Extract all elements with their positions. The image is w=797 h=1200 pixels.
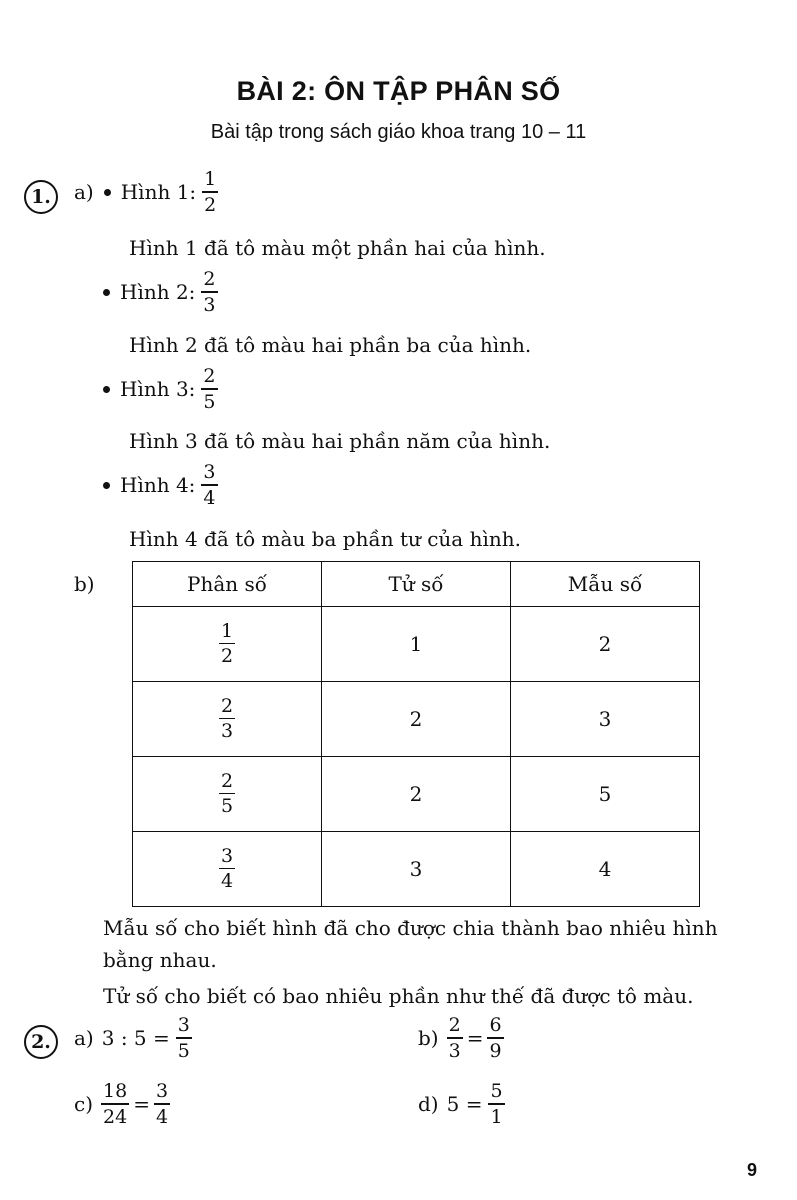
exercise-2-a: [74, 1016, 192, 1061]
fraction: $\frac{6}{9}$: [489, 1014, 502, 1062]
item-description: Hình 4 đã tô màu ba phần tư của hình.: [129, 527, 521, 551]
part-label: c): [74, 1092, 94, 1117]
item-label: Hình 3:: [120, 377, 196, 402]
exercise-2-b: [418, 1016, 504, 1061]
denominator-cell: 3: [511, 682, 700, 757]
exercise-1-number: 1.: [24, 180, 58, 214]
item-label: Hình 2:: [120, 280, 196, 305]
table-header-row: [133, 562, 700, 607]
equals-sign: =: [133, 1092, 150, 1117]
part-b-label: b): [74, 572, 95, 596]
part-label: a): [74, 1026, 94, 1051]
exercise-2-d: [418, 1082, 505, 1127]
fraction: $\frac{2}{3}$: [448, 1014, 461, 1062]
item-description: Hình 1 đã tô màu một phần hai của hình.: [129, 236, 546, 260]
fraction: $\frac{2}{3}$: [203, 268, 216, 316]
column-header: Tử số: [322, 562, 511, 607]
note-line: bằng nhau.: [103, 948, 217, 972]
table-row: [133, 607, 700, 682]
item-description: Hình 3 đã tô màu hai phần năm của hình.: [129, 429, 551, 453]
note-line: Tử số cho biết có bao nhiêu phần như thế đã được tô màu.: [103, 984, 694, 1008]
fraction: $\frac{18}{24}$: [103, 1080, 128, 1128]
expression: 5 =: [446, 1092, 483, 1117]
exercise-1-item-3: [103, 367, 218, 412]
numerator-cell: 2: [322, 757, 511, 832]
part-a-label: a): [74, 180, 94, 205]
table-row: [133, 757, 700, 832]
fraction: $\frac{5}{1}$: [490, 1080, 503, 1128]
denominator-cell: 5: [511, 757, 700, 832]
page-title: BÀI 2: ÔN TẬP PHÂN SỐ: [236, 76, 561, 106]
fraction: $\frac{3}{4}$: [155, 1080, 169, 1128]
fraction-cell: $\frac{3}{4}$: [133, 832, 322, 907]
fraction-cell: $\frac{1}{2}$: [133, 607, 322, 682]
item-label: Hình 1:: [120, 180, 197, 205]
fraction: $\frac{3}{5}$: [177, 1014, 190, 1062]
bullet-icon: [103, 386, 110, 393]
page-number: 9: [746, 1160, 757, 1180]
fraction-cell: $\frac{2}{3}$: [133, 682, 322, 757]
part-label: d): [418, 1092, 439, 1117]
page-subtitle: Bài tập trong sách giáo khoa trang 10 – 11: [210, 121, 587, 143]
equals-sign: =: [466, 1026, 484, 1051]
exercise-1-item-4: [103, 463, 218, 508]
exercise-1-item-2: [103, 270, 218, 315]
part-label: b): [418, 1026, 439, 1051]
table-row: [133, 832, 700, 907]
denominator-cell: 2: [511, 607, 700, 682]
numerator-cell: 1: [322, 607, 511, 682]
table-row: [133, 682, 700, 757]
bullet-icon: [103, 482, 110, 489]
expression: 3 : 5 =: [101, 1026, 170, 1051]
numerator-cell: 3: [322, 832, 511, 907]
bullet-icon: [103, 289, 110, 296]
denominator-cell: 4: [511, 832, 700, 907]
note-line: Mẫu số cho biết hình đã cho được chia thành bao nhiêu hình: [103, 916, 718, 940]
column-header: Phân số: [133, 562, 322, 607]
exercise-2-c: [74, 1082, 170, 1127]
item-description: Hình 2 đã tô màu hai phần ba của hình.: [129, 333, 532, 357]
column-header: Mẫu số: [511, 562, 700, 607]
fraction: $\frac{3}{4}$: [203, 461, 216, 509]
fraction: $\frac{2}{5}$: [203, 365, 216, 413]
bullet-icon: [104, 189, 111, 196]
exercise-1-item-1: [74, 170, 218, 215]
fraction: $\frac{1}{2}$: [204, 168, 217, 216]
fraction-cell: $\frac{2}{5}$: [133, 757, 322, 832]
exercise-2-number: 2.: [24, 1025, 58, 1059]
item-label: Hình 4:: [120, 473, 196, 498]
numerator-cell: 2: [322, 682, 511, 757]
fraction-table: [132, 561, 700, 907]
